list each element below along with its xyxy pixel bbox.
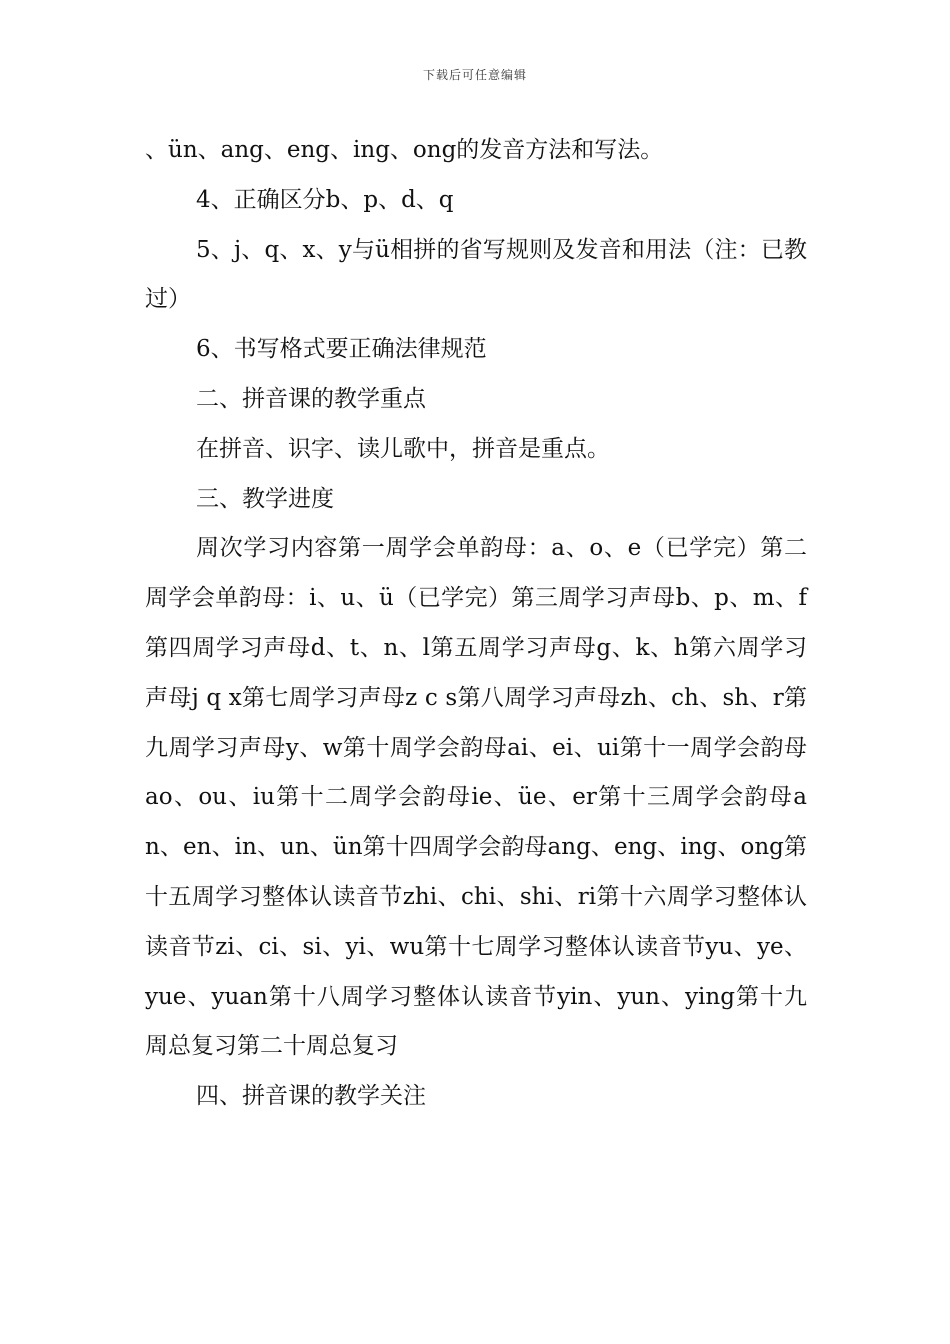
paragraph-teaching-schedule: 周次学习内容第一周学会单韵母：a、o、e（已学完）第二周学会单韵母：i、u、ü（已学完）第三周学习声母b、p、m、f第四周学习声母d、t、n、l第五周学习声母g、k、h第六周学习声母j q x第七周学习声母z c s第八周学习声母zh、ch、sh、r第九周学习声母y、w第十周学会韵母ai、ei、ui第十一周学会韵母ao、ou、iu第十二周学会韵母ie、üe、er第十三周学会韵母an、en、in、un、ün第十四周学会韵母ang、eng、ing、ong第十五周学习整体认读音节zhi、chi、shi、ri第十六周学习整体认读音节zi、ci、si、yi、wu第十七周学习整体认读音节yu、ye、yue、yuan第十八周学习整体认读音节yin、yun、ying第十九周总复习第二十周总复习	[145, 535, 807, 1060]
document-body	[145, 126, 807, 1122]
paragraph-teaching-focus: 在拼音、识字、读儿歌中，拼音是重点。	[196, 435, 610, 462]
paragraph-item-5: 5、j、q、x、y与ü相拼的省写规则及发音和用法（注：已教过）	[145, 236, 807, 313]
section-heading-teaching-focus: 二、拼音课的教学重点	[196, 385, 426, 412]
page-header: 下载后可任意编辑	[422, 68, 527, 82]
paragraph-item-6: 6、书写格式要正确法律规范	[196, 336, 487, 363]
section-heading-teaching-schedule: 三、教学进度	[196, 485, 334, 512]
section-heading-teaching-attention: 四、拼音课的教学关注	[196, 1083, 426, 1110]
paragraph-pinyin-finals: 、ün、ang、eng、ing、ong的发音方法和写法。	[145, 137, 664, 163]
paragraph-item-4: 4、正确区分b、p、d、q	[196, 186, 454, 213]
